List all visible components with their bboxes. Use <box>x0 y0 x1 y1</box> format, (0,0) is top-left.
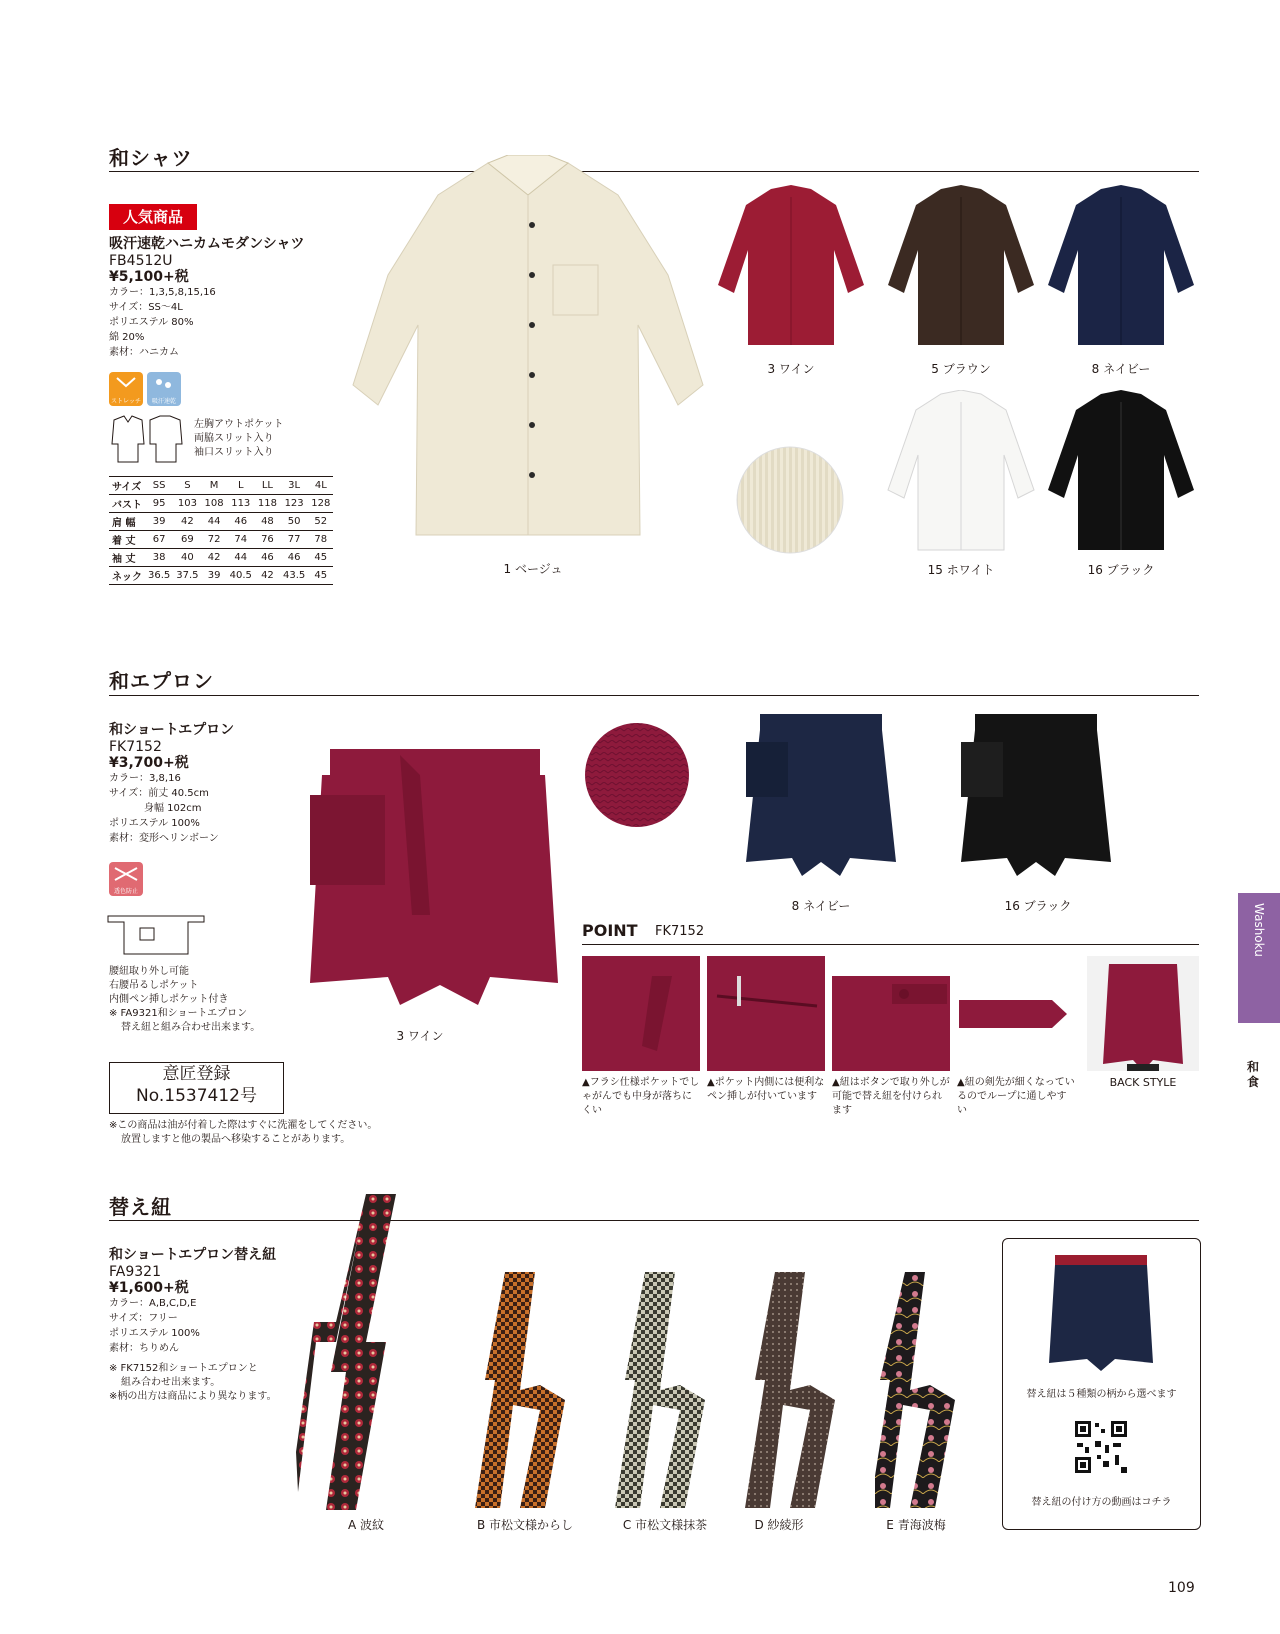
strap-label: D 紗綾形 <box>754 1518 804 1532</box>
strap-info <box>109 1247 277 1404</box>
page-number: 109 <box>1168 1580 1195 1596</box>
strap-note: 組み合わせ出来ます。 <box>121 1377 221 1388</box>
spec-line: ポリエステル 100% <box>109 1328 200 1339</box>
spec-line: 身幅 102cm <box>144 803 202 814</box>
apron-image-black <box>955 712 1117 877</box>
design-registration-box <box>109 1062 284 1114</box>
section-title-strap: 替え紐 <box>109 1195 172 1219</box>
point-image-strap-tip <box>957 956 1075 1071</box>
apron-with-strap-image <box>1045 1253 1157 1371</box>
spec-line: 綿 20% <box>109 332 145 343</box>
point-caption: ▲ポケット内側には便利なペン挿しが付いています <box>707 1077 825 1102</box>
spec-line: 素材：ハニカム <box>109 347 179 358</box>
quick-dry-icon: 吸汗速乾 <box>147 372 181 406</box>
popular-badge: 人気商品 <box>109 204 197 230</box>
strap-label: A 波紋 <box>347 1518 385 1532</box>
feature-list <box>194 418 284 460</box>
panel-text: 替え紐は５種類の柄から選べます <box>1026 1389 1177 1400</box>
table-row: ネック 36.5 37.5 39 40.5 42 43.5 45 <box>109 567 333 585</box>
product-code: FK7152 <box>109 739 162 755</box>
table-row: 袖 丈 38 40 42 44 46 46 45 <box>109 549 333 567</box>
spec-line: カラー：3,8,16 <box>109 773 181 784</box>
shirt-image-beige <box>348 155 708 555</box>
table-header-row: サイズ SS S M L LL 3L 4L <box>109 477 333 495</box>
color-label: 1 ベージュ <box>503 562 563 576</box>
strap-note: ※ FK7152和ショートエプロンと <box>109 1363 258 1374</box>
table-row: 肩 幅 39 42 44 46 48 50 52 <box>109 513 333 531</box>
point-caption: ▲紐はボタンで取り外しが可能で替え紐を付けられます <box>832 1077 950 1116</box>
color-label: 16 ブラック <box>1004 899 1072 913</box>
color-label: 8 ネイビー <box>1091 362 1151 376</box>
section-title-shirt: 和シャツ <box>109 146 193 170</box>
point-caption: ▲フラシ仕様ポケットでしゃがんでも中身が落ちにくい <box>582 1077 700 1116</box>
shirt-image-brown <box>886 185 1036 350</box>
feature-item: 右腰吊るしポケット <box>109 980 199 991</box>
shirt-info <box>109 236 305 360</box>
oil-warning <box>109 1119 377 1147</box>
point-caption: BACK STYLE <box>1109 1076 1177 1089</box>
point-image-pocket <box>582 956 700 1071</box>
stain-guard-icon: 透色防止 <box>109 862 143 896</box>
color-label: 8 ネイビー <box>791 899 851 913</box>
strap-note: ※柄の出方は商品により異なります。 <box>109 1391 277 1402</box>
spec-line: ポリエステル 80% <box>109 317 194 328</box>
spec-line: 素材：変形ヘリンボーン <box>109 833 219 844</box>
size-table <box>109 476 333 585</box>
strap-label: E 青海波梅 <box>886 1518 946 1532</box>
apron-image-navy <box>740 712 902 877</box>
spec-line: サイズ：フリー <box>109 1313 178 1324</box>
fabric-swatch-herringbone <box>584 722 690 828</box>
strap-image-e <box>875 1270 995 1510</box>
point-caption: ▲紐の剣先が細くなっているのでループに通しやすい <box>957 1077 1075 1116</box>
feature-item: 袖口スリット入り <box>194 447 274 458</box>
point-title: POINT <box>582 921 638 940</box>
section-rule <box>109 1220 1199 1221</box>
color-label: 3 ワイン <box>767 362 815 376</box>
section-title-apron: 和エプロン <box>109 669 214 693</box>
feature-item: 腰紐取り外し可能 <box>109 966 189 977</box>
spec-line: サイズ：前丈 40.5cm <box>109 788 209 799</box>
registration-number: No.1537412号 <box>136 1086 257 1106</box>
color-label: 16 ブラック <box>1087 563 1155 577</box>
spec-line: ポリエステル 100% <box>109 818 200 829</box>
shirt-sketch-icon <box>106 414 186 466</box>
strap-image-a <box>296 1192 436 1512</box>
point-image-back-style <box>1087 956 1199 1071</box>
point-rule <box>582 944 1199 945</box>
section-rule <box>109 695 1199 696</box>
product-name: 吸汗速乾ハニカムモダンシャツ <box>109 236 305 252</box>
feature-item: 内側ペン挿しポケット付き <box>109 994 229 1005</box>
strap-image-c <box>605 1270 725 1510</box>
fabric-swatch-honeycomb <box>735 445 845 555</box>
spec-line: カラー：1,3,5,8,15,16 <box>109 287 216 298</box>
product-name: 和ショートエプロン <box>109 722 235 738</box>
feature-item: 両脇スリット入り <box>194 433 274 444</box>
strap-image-d <box>735 1270 855 1510</box>
warning-line: ※この商品は油が付着した際はすぐに洗濯をしてください。 <box>109 1120 378 1131</box>
category-side-tab[interactable] <box>1238 893 1280 1023</box>
color-label: 5 ブラウン <box>931 362 991 376</box>
registration-label: 意匠登録 <box>162 1064 231 1084</box>
point-image-button-strap <box>832 956 950 1071</box>
strap-image-b <box>465 1270 585 1510</box>
color-label: 15 ホワイト <box>927 563 995 577</box>
apron-sketch-icon <box>106 908 206 958</box>
apron-image-wine <box>300 745 570 1010</box>
combo-note: 替え紐と組み合わせ出来ます。 <box>121 1022 261 1033</box>
stretch-icon: ストレッチ <box>109 372 143 406</box>
product-price: ¥3,700+税 <box>109 755 189 771</box>
apron-feature-list <box>109 965 260 1035</box>
shirt-image-wine <box>716 185 866 350</box>
product-code: FA9321 <box>109 1264 161 1280</box>
strap-label: C 市松文様抹茶 <box>622 1518 708 1532</box>
product-price: ¥5,100+税 <box>109 269 189 285</box>
product-price: ¥1,600+税 <box>109 1280 189 1296</box>
spec-line: サイズ：SS～4L <box>109 302 183 313</box>
product-code: FB4512U <box>109 253 173 269</box>
strap-label: B 市松文様からし <box>476 1518 574 1532</box>
strap-info-panel <box>1002 1238 1201 1530</box>
spec-line: カラー：A,B,C,D,E <box>109 1298 197 1309</box>
qr-code-icon[interactable] <box>1073 1419 1129 1475</box>
color-label: 3 ワイン <box>396 1029 444 1043</box>
combo-note: ※ FA9321和ショートエプロン <box>109 1008 248 1019</box>
point-image-pen-holder <box>707 956 825 1071</box>
product-name: 和ショートエプロン替え紐 <box>109 1247 277 1263</box>
shirt-image-black <box>1046 390 1196 555</box>
table-row: 着 丈 67 69 72 74 76 77 78 <box>109 531 333 549</box>
feature-item: 左胸アウトポケット <box>194 419 284 430</box>
point-code: FK7152 <box>655 924 705 939</box>
spec-line: 素材：ちりめん <box>109 1343 179 1354</box>
side-category-label: 和食 <box>1247 1060 1260 1089</box>
table-row: バスト 95 103 108 113 118 123 128 <box>109 495 333 513</box>
side-tab-label: Washoku <box>1252 903 1266 957</box>
shirt-image-white <box>886 390 1036 555</box>
shirt-image-navy <box>1046 185 1196 350</box>
warning-line: 放置しますと他の製品へ移染することがあります。 <box>121 1134 351 1145</box>
apron-info <box>109 722 234 846</box>
panel-text: 替え紐の付け方の動画はコチラ <box>1031 1497 1172 1508</box>
